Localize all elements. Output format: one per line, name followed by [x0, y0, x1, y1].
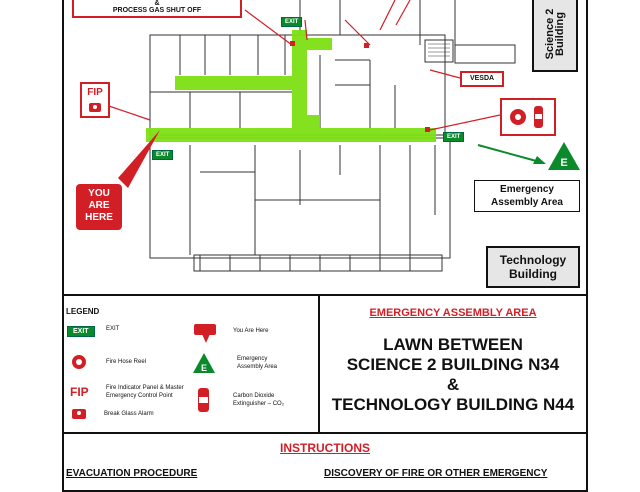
break-glass-icon [89, 103, 101, 112]
legend-assembly-line-2: Assembly Area [237, 364, 278, 370]
legend-co2-extinguisher-icon [198, 388, 209, 412]
assembly-box-line-1: Emergency [500, 184, 554, 195]
legend-break-glass-text: Break Glass Alarm [104, 411, 154, 417]
assembly-marker-letter: E [560, 157, 568, 169]
legend-fip-line-1: Fire Indicator Panel & Master [106, 385, 184, 391]
assembly-area-icon [547, 141, 581, 171]
science-building-line-2: Building [554, 12, 566, 56]
exit-sign-left: EXIT [152, 150, 173, 160]
legend-exit-badge: EXIT [67, 326, 95, 337]
fip-callout [80, 82, 110, 118]
co2-extinguisher-icon [534, 106, 543, 128]
assembly-line-2: SCIENCE 2 BUILDING N34 [346, 355, 560, 374]
technology-building-line-2: Building [509, 267, 557, 281]
exit-sign-right: EXIT [443, 132, 464, 142]
science-2-building-label [545, 1, 565, 67]
discovery-of-fire-heading: DISCOVERY OF FIRE OR OTHER EMERGENCY [324, 468, 548, 479]
fire-hose-reel-icon [510, 109, 526, 125]
gas-shutoff-callout [72, 0, 242, 18]
gas-shutoff-text: PROCESS GAS SHUT OFF [112, 7, 202, 14]
legend-fip-badge: FIP [70, 385, 89, 399]
you-are-here-line-2: ARE [88, 200, 110, 211]
legend-you-are-here-icon [192, 322, 220, 344]
assembly-panel-heading: EMERGENCY ASSEMBLY AREA [369, 307, 537, 319]
legend-co2-line-1: Carbon Dioxide [233, 393, 275, 399]
legend-fip-line-2: Emergency Control Point [106, 393, 173, 399]
legend-assembly-line-1: Emergency [237, 356, 268, 362]
assembly-line-4: TECHNOLOGY BUILDING N44 [331, 395, 575, 414]
you-are-here-line-3: HERE [85, 212, 113, 223]
legend-you-are-here-text: You Are Here [233, 328, 269, 334]
you-are-here-marker [76, 184, 122, 230]
legend-frame [62, 294, 320, 434]
science-building-line-1: Science 2 [544, 8, 556, 60]
assembly-line-1: LAWN BETWEEN [383, 335, 523, 354]
legend-assembly-letter: E [200, 363, 208, 373]
fip-label: FIP [87, 87, 103, 98]
legend-co2-line-2: Extinguisher – CO₂ [233, 401, 285, 407]
legend-title: LEGEND [66, 307, 100, 316]
vesda-callout [460, 71, 504, 87]
evacuation-procedure-heading: EVACUATION PROCEDURE [66, 468, 198, 479]
assembly-panel-body [318, 335, 588, 415]
assembly-box-line-2: Assembly Area [491, 197, 563, 208]
vesda-label: VESDA [469, 75, 495, 82]
you-are-here-line-1: YOU [88, 188, 110, 199]
gas-shutoff-amp: & [154, 0, 160, 7]
assembly-area-box [474, 180, 580, 212]
legend-exit-text: EXIT [106, 326, 120, 332]
hose-extinguisher-callout [500, 98, 556, 136]
legend-break-glass-icon [72, 409, 86, 419]
technology-building-line-1: Technology [499, 253, 567, 267]
legend-assembly-icon [192, 352, 216, 374]
assembly-line-3: & [446, 375, 460, 394]
exit-sign-top: EXIT [281, 17, 302, 27]
instructions-heading: INSTRUCTIONS [280, 441, 370, 455]
legend-hose-icon [72, 355, 86, 369]
technology-building-box [486, 246, 580, 288]
legend-hose-text: Fire Hose Reel [106, 359, 147, 365]
